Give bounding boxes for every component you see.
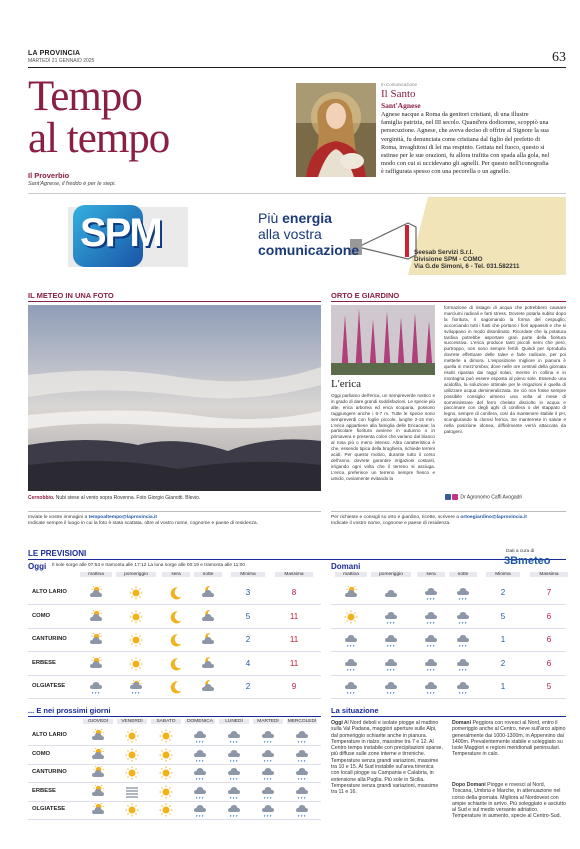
photo-caption: Cernobbio. Nubi stese al vento sopra Rovenna. Foto Giorgio Gianotti. Blevio. — [28, 495, 201, 501]
prossimi-day-header: SABATO — [151, 719, 181, 724]
oggi-col-header: pomeriggio — [116, 572, 156, 577]
rain-icon — [227, 766, 241, 780]
sun-icon — [125, 729, 139, 743]
page-number: 63 — [552, 50, 566, 65]
oggi-location-label: ERBESE — [32, 659, 56, 666]
row-divider — [28, 651, 321, 652]
sun-icon — [129, 586, 143, 600]
rain-icon — [295, 766, 309, 780]
row-divider — [331, 604, 566, 605]
row-divider — [28, 628, 321, 629]
ad-headline-2: alla vostra — [258, 226, 322, 242]
situazione-oggi: Oggi Al Nord deboli e isolate piogge al mattino sulla Val Padana, maggiori aperture sulle Alpi, dal pomeriggio schiarite anche in pianura. Temperature in rialzo, massime tra 7 e 12. Al Centro tempo instabile con precipitazioni sparse, più diffuse sulle zone interne e tirreniche. Temperature senza grandi variazioni, massime tra 10 e 15. Al Sud instabile sul'area tirrenica con locali piogge su Campania e Calabria, in estensione alla Puglia. Più sole in Sicilia. Temperature senza grandi variazioni, massime tra 11 e 16. — [331, 720, 443, 796]
rain-icon — [344, 633, 358, 647]
rain-icon — [261, 803, 275, 817]
foto-email-link[interactable]: tempoaltempo@laprovincia.it — [88, 515, 157, 520]
header-rule — [28, 67, 566, 68]
domani-col-header: sera — [417, 572, 445, 577]
spm-advertisement[interactable] — [28, 197, 566, 275]
title-line-1: Tempo — [28, 73, 142, 120]
row-divider — [28, 782, 321, 783]
proverbio-label: Il Proverbio — [28, 171, 70, 180]
issue-date: MARTEDÌ 21 GENNAIO 2025 — [28, 58, 95, 64]
oggi-col-header: mattina — [80, 572, 112, 577]
ad-company-2: Divisione SPM - COMO — [414, 256, 483, 263]
domani-col-header: pomeriggio — [371, 572, 411, 577]
rain-icon — [456, 657, 470, 671]
rain-icon — [424, 633, 438, 647]
cloud-sun-icon — [344, 586, 358, 600]
cloud-sun-icon — [91, 729, 105, 743]
prossimi-rule — [28, 716, 321, 717]
title-line-2: al tempo — [28, 115, 170, 162]
ad-headline-3: comunicazione — [258, 242, 360, 258]
oggi-min-temp: 3 — [245, 588, 251, 597]
oggi-max-temp: 9 — [291, 682, 297, 691]
rain-icon — [456, 610, 470, 624]
cloud-icon — [384, 586, 398, 600]
moon-icon — [169, 586, 183, 600]
oggi-location-label: CANTURINO — [32, 636, 67, 642]
oggi-col-header: Massima — [275, 572, 313, 577]
row-divider — [28, 698, 321, 699]
row-divider — [28, 819, 321, 820]
rain-icon — [193, 803, 207, 817]
meteo-foto-rule — [28, 301, 321, 302]
row-divider — [28, 764, 321, 765]
domani-col-header: notte — [449, 572, 477, 577]
ad-headline-1: Più energia — [258, 210, 332, 226]
sun-icon — [125, 766, 139, 780]
domani-min-temp: 1 — [500, 635, 506, 644]
foto-rule — [28, 511, 321, 512]
rain-icon — [193, 748, 207, 762]
sun-icon — [159, 729, 173, 743]
orto-rule — [331, 301, 566, 302]
rain-icon — [227, 729, 241, 743]
situazione-rule — [331, 716, 566, 717]
proverbio-text: Sant'Agnese, il freddo è per le siepi. — [28, 181, 116, 187]
oggi-min-temp: 2 — [245, 635, 251, 644]
situazione-dopodomani: Dopo Domani Piogge e rovesci al Nord, Toscana, Umbria e Marche, in attenuazione nel corso della giornata. Migliora al Nordovest con ampie schiarite in arrivo. Più soleggiato e asciutto al Sud e sul medio versante adriatico. Temperature in aumento, specie al Centro-Sud. — [452, 782, 566, 820]
meteo-brand: 3Bmeteo — [504, 555, 551, 567]
cloud-sun-icon — [91, 785, 105, 799]
ad-rule — [28, 193, 566, 194]
oggi-col-header: Minima — [231, 572, 265, 577]
ad-company-3: Via G.de Simoni, 6 - Tel. 031.582211 — [414, 263, 520, 270]
rain-icon — [261, 766, 275, 780]
foto-note: Inviate le vostre immagini a tempoaltempo@laprovincia.it Indicate sempre il luogo in cui la foto è stata scattata, oltre al vostro nome, cognome e paese di residenza. — [28, 515, 258, 527]
domani-min-temp: 1 — [500, 682, 506, 691]
rain-icon — [227, 803, 241, 817]
previsioni-rule — [28, 559, 566, 560]
fog-icon — [125, 785, 139, 799]
santo-section: Il Santo — [381, 88, 416, 100]
orto-rule-2 — [331, 511, 566, 512]
instagram-icon[interactable] — [452, 494, 458, 500]
meteo-foto-section: IL METEO IN UNA FOTO — [28, 291, 114, 300]
rain-icon — [89, 680, 103, 694]
sun-icon — [344, 610, 358, 624]
orto-title: L'erica — [331, 378, 362, 390]
rain-icon — [344, 680, 358, 694]
santo-text: Agnese nacque a Roma da genitori cristiani, di una illustre famiglia patrizia, nel III secolo. Quand'era dodicenne, scoppiò una persecuzione. Agnese, che aveva deciso di offrire al Signore la sua verginità, fu denunciata come cristiana dal figlio del prefetto di Roma, invaghitosi di lei ma respinto. Gettata nel fuoco, questo si estinse per le sue orazioni, fu allora trafitta con spada alla gola, nel modo con cui si uccidevano gli agnelli. Per questo nell'iconografia è raffigurata spesso con una pecorella o un agnello. — [381, 111, 550, 176]
sun-icon — [129, 657, 143, 671]
domani-col-header: Minima — [486, 572, 520, 577]
domani-min-temp: 2 — [500, 658, 506, 668]
rain-icon — [261, 729, 275, 743]
cloud-moon-icon — [201, 586, 215, 600]
previsioni-section: LE PREVISIONI — [28, 549, 87, 558]
prossimi-day-header: MARTEDÌ — [253, 719, 283, 724]
oggi-max-temp: 8 — [291, 588, 297, 597]
facebook-icon[interactable] — [445, 494, 451, 500]
rain-icon — [344, 657, 358, 671]
prossimi-day-header: DOMENICA — [185, 719, 215, 724]
cloud-sun-icon — [91, 766, 105, 780]
domani-min-temp: 2 — [500, 588, 506, 597]
rain-icon — [295, 785, 309, 799]
rain-icon — [227, 748, 241, 762]
moon-icon — [169, 657, 183, 671]
cloud-moon-icon — [201, 633, 215, 647]
prossimi-location-label: OLGIATESE — [32, 806, 66, 812]
domani-min-temp: 5 — [500, 611, 506, 621]
oggi-col-header: notte — [194, 572, 222, 577]
oggi-location-label: OLGIATESE — [32, 683, 66, 689]
newspaper-name: LA PROVINCIA — [28, 50, 81, 57]
rain-icon — [424, 657, 438, 671]
rain-icon — [193, 729, 207, 743]
sun-icon — [159, 766, 173, 780]
sun-icon — [129, 610, 143, 624]
rain-icon — [424, 680, 438, 694]
moon-icon — [169, 680, 183, 694]
domani-max-temp: 6 — [546, 635, 552, 644]
domani-max-temp: 5 — [546, 682, 552, 691]
prossimi-location-label: ERBESE — [32, 787, 56, 794]
orto-email-link[interactable]: ortoegiardino@laprovincia.it — [460, 515, 527, 520]
sun-icon — [159, 748, 173, 762]
row-divider — [28, 675, 321, 676]
sun-icon — [125, 748, 139, 762]
sky-photo — [28, 305, 321, 491]
rain-icon — [384, 680, 398, 694]
rain-icon — [193, 766, 207, 780]
sun-icon — [159, 803, 173, 817]
prossimi-location-label: ALTO LARIO — [32, 732, 67, 738]
cloud-sun-icon — [91, 803, 105, 817]
rain-icon — [384, 633, 398, 647]
oggi-max-temp: 11 — [289, 635, 299, 644]
oggi-location-label: ALTO LARIO — [32, 589, 67, 595]
row-divider — [331, 651, 566, 652]
sun-rain-icon — [129, 680, 143, 694]
rain-icon — [295, 729, 309, 743]
rain-icon — [456, 586, 470, 600]
sun-icon — [159, 785, 173, 799]
orto-column-1: Oggi parliamo dell'erica, un sempreverde rustico e in grado di dare grandi soddisfazioni. Le specie più alte, erica arborea ed erica scoparia, possono raggiungere anche i 6-7 m. Tutte le specie sono sempreverdi con foglie piccole, lunghe 2-15 mm. L'erica appartiene alla famiglia delle Ericaceae; la particolare fioritura avviene in autunno o in primavera e presenta colori che variano dal bianco al rosa più o meno intenso. Altra caratteristica è che, essendo tipica della brughiera, richiede terreni acidi. Per questo motivo, durante tutto il corso dell'anno, dovrete garantire irrigazioni costanti, irrigando ogni volta che il terreno si asciuga. L'erica preferisce un terreno sempre fresco e umido, ovviamente evitando la — [331, 393, 435, 481]
cloud-moon-icon — [201, 680, 215, 694]
prossimi-section: ... E nei prossimi giorni — [28, 706, 111, 715]
sun-icon — [129, 633, 143, 647]
prossimi-day-header: VENERDÌ — [117, 719, 147, 724]
ad-company-1: Seesab Servizi S.r.l. — [414, 249, 474, 256]
orto-note: Per richieste e consigli su orto e giardino, ricette, scrivere a ortoegiardino@laprovincia.it Indicate il vostro nome, cognome e paese di residenza. — [331, 515, 527, 527]
rain-icon — [384, 610, 398, 624]
santo-kicker: In Comunicazione — [381, 82, 418, 87]
cloud-moon-icon — [201, 610, 215, 624]
rain-icon — [424, 586, 438, 600]
domani-col-header: Massima — [530, 572, 568, 577]
cloud-sun-icon — [89, 657, 103, 671]
prossimi-location-label: CANTURINO — [32, 769, 67, 775]
page-title — [28, 73, 170, 162]
rain-icon — [295, 748, 309, 762]
orto-signature: Dr Agronomo Caffi Avogadri — [445, 494, 522, 500]
oggi-min-temp: 4 — [245, 658, 251, 668]
moon-icon — [169, 610, 183, 624]
row-divider — [28, 604, 321, 605]
orto-section: ORTO E GIARDINO — [331, 291, 400, 300]
situazione-domani: Domani Peggiora con rovesci al Nord, entro il pomeriggio anche al Centro, neve sull'arco alpino generalmente dai 1000-1300m, in Appennino dai 1400m. Prevalentemente stabile e soleggiato su Isole Maggiori e regioni meridionali peninsulari. Temperature in calo. — [452, 720, 566, 758]
meteo-credit: Dati a cura di — [506, 549, 535, 554]
prossimi-day-header: GIOVEDÌ — [83, 719, 113, 724]
saint-painting — [296, 83, 376, 177]
sun-icon — [125, 803, 139, 817]
cloud-sun-icon — [89, 610, 103, 624]
cloud-sun-icon — [91, 748, 105, 762]
prossimi-location-label: COMO — [32, 750, 51, 757]
oggi-location-label: COMO — [32, 612, 51, 619]
orto-column-2: formazione di ristagni di acqua che potrebbero causare marciumi radicali e farti stress. Dovrete potarla subito dopo la fioritura, ri sagomando la forma del cespuglio, accorciando tutti i fusti che portano i fiori appassiti e che si sviluppano in modo disordinato. Ricordate che la potatura tardiva potrebbe asportare gran parte della fioritura successiva. L'erica produce tanti piccoli semi che però, purtroppo, non sono sempre fertili. Quindi per riprodurla dovrete effettuare delle talee e farle radicare, per poi metterle a dimora. L'esposizione migliore in pianura è quella in mezz'ombra; dove nelle ore centrali della giornata risulti riparata dai raggi solari, mentre in collina e in montagna può essere esposta al pieno sole. Essendo una acidofila, la soluzione ottimale per le irrigazioni è quella di utilizzare acqua demineralizzata. Se ciò non fosse sempre possibile consiglio almeno una volta al mese di somministrare del ferro chelato disciolto in acqua e paccimare con degli aghi di conifera o del stappato di legno, sempre di conifera, così da mantenere stabile il pH, scongiurando la clorosi ferrica. Se manterrete in salute e nella posizione idonea, difficilmente verrà attaccata da patogeni. — [444, 305, 566, 435]
ad-logo-text: SPM — [80, 211, 161, 255]
situazione-section: La situazione — [331, 706, 379, 715]
cloud-sun-icon — [89, 633, 103, 647]
rain-icon — [193, 785, 207, 799]
row-divider — [331, 698, 566, 699]
domani-max-temp: 6 — [546, 611, 552, 621]
domani-max-temp: 7 — [546, 588, 552, 597]
santo-name: Sant'Agnese — [381, 101, 421, 110]
domani-label: Domani — [331, 562, 361, 571]
rain-icon — [261, 748, 275, 762]
rain-icon — [424, 610, 438, 624]
row-divider — [28, 801, 321, 802]
heather-photo — [331, 305, 435, 375]
cloud-moon-icon — [201, 657, 215, 671]
moon-icon — [169, 633, 183, 647]
astro-text: Il sole sorge alle 07:53 e tramonta alle 17:12 La luna sorge alle 00:19 e tramonta alle 11:00 — [52, 563, 245, 568]
prossimi-day-header: MERCOLEDÌ — [287, 719, 317, 724]
row-divider — [331, 628, 566, 629]
rain-icon — [295, 803, 309, 817]
cloud-sun-icon — [89, 586, 103, 600]
row-divider — [331, 675, 566, 676]
oggi-label: Oggi — [28, 562, 47, 571]
row-divider — [28, 745, 321, 746]
prossimi-day-header: LUNEDÌ — [219, 719, 249, 724]
rain-icon — [384, 657, 398, 671]
domani-col-header: mattina — [335, 572, 367, 577]
oggi-max-temp: 11 — [289, 658, 299, 668]
rain-icon — [261, 785, 275, 799]
rain-icon — [456, 680, 470, 694]
oggi-col-header: sera — [162, 572, 190, 577]
rain-icon — [227, 785, 241, 799]
domani-max-temp: 6 — [546, 658, 552, 668]
oggi-min-temp: 2 — [245, 682, 251, 691]
oggi-max-temp: 11 — [289, 611, 299, 621]
oggi-min-temp: 5 — [245, 611, 251, 621]
rain-icon — [456, 633, 470, 647]
